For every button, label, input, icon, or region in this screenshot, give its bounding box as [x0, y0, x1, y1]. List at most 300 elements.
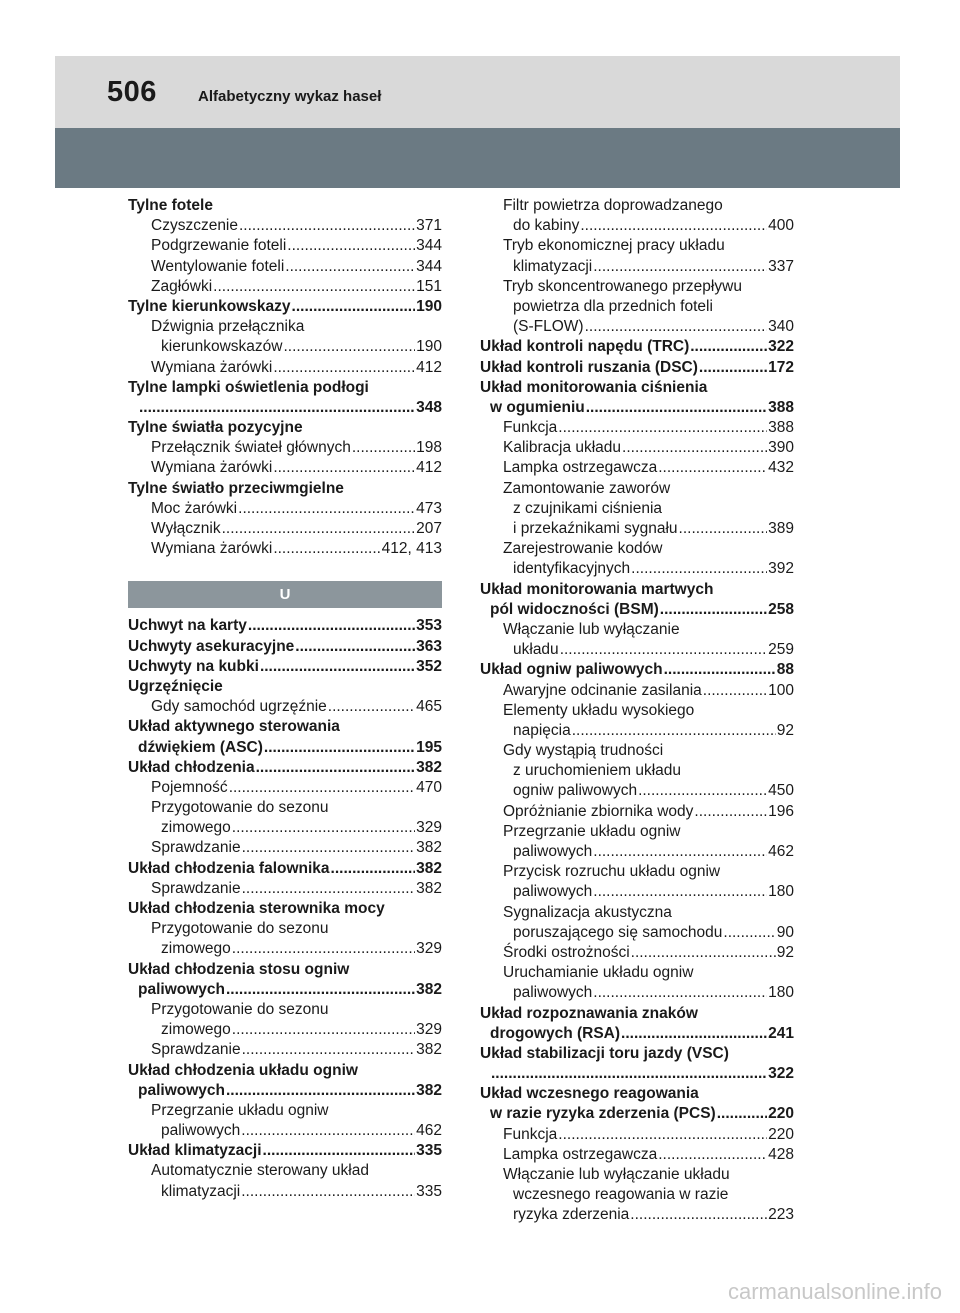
entry-term: w ogumieniu — [490, 398, 585, 416]
index-entry — [480, 842, 794, 862]
entry-page-number: 389 — [768, 520, 794, 537]
dot-leader — [586, 398, 767, 418]
index-entry — [128, 879, 442, 899]
dot-leader — [585, 317, 768, 337]
entry-term: Włączanie lub wyłączanie — [503, 620, 680, 638]
entry-page-number: 322 — [768, 1065, 794, 1083]
index-entry — [480, 681, 794, 701]
index-entry — [480, 822, 794, 842]
entry-page-number: 335 — [416, 1142, 442, 1160]
dot-leader — [328, 697, 415, 717]
dot-leader — [239, 216, 415, 236]
index-entry — [480, 600, 794, 620]
entry-term: pól widoczności (BSM) — [490, 600, 659, 618]
entry-term: zimowego — [161, 819, 231, 837]
dot-leader — [580, 216, 767, 236]
entry-term: Układ kontroli napędu (TRC) — [480, 338, 690, 356]
entry-page-number: 382 — [416, 839, 442, 857]
index-entry — [128, 1020, 442, 1040]
index-entry — [128, 1141, 442, 1161]
entry-term: Wentylowanie foteli — [151, 257, 285, 275]
index-entry — [480, 1125, 794, 1145]
index-entry — [480, 277, 794, 297]
index-entry — [480, 358, 794, 378]
entry-term: paliwowych — [138, 980, 225, 998]
entry-term: Uchwyt na karty — [128, 617, 247, 635]
entry-term: Układ wczesnego reagowania — [480, 1085, 699, 1103]
entry-term: Układ kontroli ruszania (DSC) — [480, 358, 698, 376]
dot-leader — [213, 277, 415, 297]
index-entry — [480, 1145, 794, 1165]
index-entry — [128, 378, 442, 398]
dot-leader — [283, 337, 415, 357]
entry-page-number: 198 — [416, 439, 442, 457]
dot-leader — [664, 660, 776, 680]
dot-leader — [723, 923, 775, 943]
entry-page-number: 353 — [416, 617, 442, 635]
dot-leader — [572, 721, 776, 741]
entry-page-number: 337 — [768, 257, 794, 275]
index-entry — [128, 657, 442, 677]
index-entry — [128, 818, 442, 838]
entry-term: Wymiana żarówki — [151, 358, 273, 376]
entry-page-number: 462 — [768, 843, 794, 860]
entry-term: Układ chłodzenia — [128, 758, 255, 776]
index-entry — [480, 1024, 794, 1044]
entry-term: Lampka ostrzegawcza — [503, 1145, 658, 1163]
entry-term: do kabiny — [513, 217, 580, 235]
entry-term: paliwowych — [513, 883, 593, 901]
index-entry — [128, 1182, 442, 1202]
index-entry — [128, 337, 442, 357]
entry-term: Ugrzęźnięcie — [128, 677, 223, 695]
dot-leader — [658, 1145, 767, 1165]
entry-page-number: 388 — [768, 398, 794, 416]
entry-term: w razie ryzyka zderzenia (PCS) — [490, 1105, 716, 1123]
entry-term: Zarejestrowanie kodów — [503, 540, 663, 558]
entry-page-number: 207 — [416, 520, 442, 537]
index-entry — [128, 697, 442, 717]
entry-term: Tryb ekonomicznej pracy układu — [503, 237, 725, 255]
entry-page-number: 388 — [768, 419, 794, 437]
entry-page-number: 400 — [768, 217, 794, 235]
entry-term: Uchwyty na kubki — [128, 657, 259, 675]
dot-leader — [558, 1125, 767, 1145]
index-entry — [128, 216, 442, 236]
index-entry — [480, 802, 794, 822]
entry-page-number: 259 — [768, 641, 794, 659]
entry-term: Gdy wystąpią trudności — [503, 742, 664, 760]
entry-term: ryzyka zderzenia — [513, 1206, 630, 1224]
entry-page-number: 340 — [768, 318, 794, 336]
index-entry — [480, 1004, 794, 1024]
entry-term: Przycisk rozruchu układu ogniw — [503, 863, 721, 881]
entry-term: Uchwyty asekuracyjne — [128, 637, 295, 655]
entry-page-number: 382 — [416, 1041, 442, 1059]
index-entry — [480, 1104, 794, 1124]
index-entry — [480, 1205, 794, 1225]
dot-leader — [263, 1141, 416, 1161]
index-entry — [480, 257, 794, 277]
index-entry — [128, 980, 442, 1000]
index-entry — [128, 297, 442, 317]
index-entry — [480, 580, 794, 600]
entry-term: Układ stabilizacji toru jazdy (VSC) — [480, 1044, 729, 1062]
entry-term: identyfikacyjnych — [513, 560, 631, 578]
entry-term: paliwowych — [513, 984, 593, 1002]
dot-leader — [593, 257, 767, 277]
entry-term: Przygotowanie do sezonu — [151, 799, 329, 817]
index-entry — [480, 559, 794, 579]
entry-page-number: 470 — [416, 778, 442, 796]
index-entry — [128, 717, 442, 737]
entry-term: Przygotowanie do sezonu — [151, 920, 329, 938]
index-entry — [480, 903, 794, 923]
entry-page-number: 412, 413 — [381, 540, 442, 558]
dot-leader — [232, 818, 415, 838]
dot-leader — [631, 559, 767, 579]
entry-page-number: 180 — [768, 984, 794, 1002]
entry-term: (S-FLOW) — [513, 318, 584, 336]
entry-term: Układ klimatyzacji — [128, 1142, 262, 1160]
index-entry — [480, 1064, 794, 1084]
index-entry — [480, 418, 794, 438]
index-entry — [128, 438, 442, 458]
entry-term: Filtr powietrza doprowadzanego — [503, 197, 723, 214]
entry-term: Funkcja — [503, 1125, 558, 1143]
index-entry — [480, 519, 794, 539]
index-entry — [480, 398, 794, 418]
index-entry — [128, 677, 442, 697]
entry-page-number: 329 — [416, 940, 442, 958]
index-entry — [480, 499, 794, 519]
entry-term: Przegrzanie układu ogniw — [151, 1101, 329, 1119]
index-entry — [480, 701, 794, 721]
index-entry — [128, 738, 442, 758]
index-entry — [128, 519, 442, 539]
entry-page-number: 329 — [416, 1021, 442, 1039]
header-dark-band — [55, 128, 900, 188]
entry-term: Elementy układu wysokiego — [503, 701, 695, 719]
index-entry — [128, 1101, 442, 1121]
entry-term: Zagłówki — [151, 277, 213, 295]
entry-page-number: 329 — [416, 819, 442, 837]
entry-page-number: 390 — [768, 439, 794, 457]
entry-term: Sprawdzanie — [151, 839, 241, 857]
entry-term: Wyłącznik — [151, 520, 221, 537]
index-entry — [128, 196, 442, 216]
entry-term: wczesnego reagowania w razie — [513, 1186, 729, 1204]
entry-page-number: 428 — [768, 1145, 794, 1163]
entry-page-number: 220 — [768, 1125, 794, 1143]
dot-leader — [593, 882, 767, 902]
index-entry — [480, 337, 794, 357]
entry-term: Automatycznie sterowany układ — [151, 1162, 369, 1180]
entry-term: zimowego — [161, 940, 231, 958]
dot-leader — [622, 438, 767, 458]
index-entry — [480, 196, 794, 216]
index-entry — [480, 983, 794, 1003]
entry-page-number: 92 — [776, 943, 794, 961]
dot-leader — [593, 842, 767, 862]
dot-leader — [593, 983, 767, 1003]
dot-leader — [226, 1081, 415, 1101]
index-column-left — [128, 196, 442, 1202]
dot-leader — [631, 943, 776, 963]
entry-page-number: 382 — [416, 879, 442, 897]
dot-leader — [248, 616, 415, 636]
index-entry — [128, 479, 442, 499]
index-entry — [480, 882, 794, 902]
index-entry — [480, 539, 794, 559]
dot-leader — [699, 358, 767, 378]
entry-page-number: 432 — [768, 459, 794, 477]
entry-term: paliwowych — [513, 843, 593, 860]
dot-leader — [331, 859, 416, 879]
entry-term: Tylne fotele — [128, 197, 213, 214]
entry-term: dźwiękiem (ASC) — [138, 738, 263, 756]
entry-page-number: 335 — [416, 1182, 442, 1200]
index-entries-u-continued — [480, 196, 794, 1226]
dot-leader — [242, 838, 416, 858]
entry-page-number: 223 — [768, 1206, 794, 1224]
entry-page-number: 450 — [768, 782, 794, 800]
dot-leader — [295, 637, 415, 657]
dot-leader — [222, 519, 416, 539]
index-entry — [480, 862, 794, 882]
index-column-right — [480, 196, 794, 1226]
dot-leader — [232, 1020, 415, 1040]
index-entry — [128, 798, 442, 818]
index-entry — [480, 640, 794, 660]
dot-leader — [694, 802, 767, 822]
index-entry — [128, 236, 442, 256]
dot-leader — [229, 778, 415, 798]
dot-leader — [242, 879, 416, 899]
entry-page-number: 382 — [416, 758, 442, 776]
entry-term: układu — [513, 641, 559, 659]
dot-leader — [273, 358, 415, 378]
index-entry — [128, 1061, 442, 1081]
dot-leader — [703, 681, 767, 701]
index-entry — [128, 1000, 442, 1020]
entry-page-number: 462 — [416, 1122, 442, 1140]
index-entry — [480, 721, 794, 741]
index-entry — [128, 358, 442, 378]
entry-page-number: 190 — [416, 338, 442, 356]
entry-term: Moc żarówki — [151, 499, 238, 517]
entry-page-number: 371 — [416, 217, 442, 235]
index-entry — [480, 620, 794, 640]
entry-page-number: 382 — [416, 1081, 442, 1099]
index-entry — [128, 616, 442, 636]
index-entry — [480, 1165, 794, 1185]
dot-leader — [292, 297, 416, 317]
entry-term: zimowego — [161, 1021, 231, 1039]
entry-term: Kalibracja układu — [503, 439, 622, 457]
entry-term: Układ chłodzenia falownika — [128, 859, 330, 877]
index-entry — [480, 1044, 794, 1064]
index-entry — [480, 963, 794, 983]
entry-term: Gdy samochód ugrzęźnie — [151, 698, 327, 716]
dot-leader — [621, 1024, 767, 1044]
dot-leader — [638, 781, 767, 801]
page-number: 506 — [107, 76, 157, 108]
entry-term: i przekaźnikami sygnału — [513, 520, 678, 537]
index-entry — [480, 1185, 794, 1205]
index-entry — [128, 539, 442, 559]
entry-term: Tylne lampki oświetlenia podłogi — [128, 378, 369, 396]
dot-leader — [226, 980, 415, 1000]
entry-page-number: 392 — [768, 560, 794, 578]
entry-term: Funkcja — [503, 419, 558, 437]
entry-page-number: 382 — [416, 859, 442, 877]
index-entry — [128, 458, 442, 478]
index-entry — [480, 660, 794, 680]
entry-page-number: 412 — [416, 459, 442, 477]
entry-term: Przegrzanie układu ogniw — [503, 822, 681, 840]
entry-term: Układ rozpoznawania znaków — [480, 1004, 698, 1022]
entry-term: Lampka ostrzegawcza — [503, 459, 658, 477]
index-entry — [128, 257, 442, 277]
dot-leader — [139, 398, 415, 418]
entry-term: Tylne światło przeciwmgielne — [128, 479, 344, 497]
dot-leader — [630, 1205, 767, 1225]
entry-term: Układ aktywnego sterowania — [128, 718, 340, 736]
entry-term: Wymiana żarówki — [151, 540, 273, 558]
entry-page-number: 352 — [416, 657, 442, 675]
entry-term: Sprawdzanie — [151, 879, 241, 897]
entry-term: klimatyzacji — [161, 1182, 241, 1200]
entry-term: klimatyzacji — [513, 257, 593, 275]
dot-leader — [264, 738, 415, 758]
entry-page-number: 196 — [768, 802, 794, 820]
dot-leader — [560, 640, 767, 660]
entry-term: Układ monitorowania ciśnienia — [480, 378, 708, 396]
entry-term: Środki ostrożności — [503, 943, 630, 961]
index-entry — [128, 899, 442, 919]
entry-term: paliwowych — [138, 1081, 225, 1099]
index-entry — [480, 297, 794, 317]
entry-term: Układ chłodzenia sterownika mocy — [128, 900, 385, 917]
index-entry — [128, 277, 442, 297]
index-entry — [128, 317, 442, 337]
dot-leader — [241, 1121, 415, 1141]
dot-leader — [717, 1104, 767, 1124]
entry-term: Czyszczenie — [151, 217, 238, 235]
entry-page-number: 344 — [416, 237, 442, 255]
index-entry — [480, 923, 794, 943]
entry-page-number: 348 — [416, 398, 442, 416]
entry-term: Układ ogniw paliwowych — [480, 661, 663, 679]
index-entry — [128, 919, 442, 939]
index-entry — [128, 939, 442, 959]
entry-term: Układ chłodzenia stosu ogniw — [128, 960, 350, 978]
index-entry — [128, 398, 442, 418]
dot-leader — [241, 1182, 415, 1202]
index-entry — [480, 458, 794, 478]
dot-leader — [242, 1040, 416, 1060]
entry-page-number: 363 — [416, 637, 442, 655]
index-entry — [480, 438, 794, 458]
index-entry — [128, 778, 442, 798]
entry-page-number: 220 — [768, 1105, 794, 1123]
index-entry — [128, 1121, 442, 1141]
entry-page-number: 241 — [768, 1024, 794, 1042]
entry-term: Przełącznik świateł głównych — [151, 439, 351, 457]
entry-term: Uruchamianie układu ogniw — [503, 964, 694, 982]
index-entry — [128, 1040, 442, 1060]
index-entry — [480, 1084, 794, 1104]
index-entry — [128, 859, 442, 879]
entry-term: Dźwignia przełącznika — [151, 318, 305, 336]
entry-page-number: 172 — [768, 358, 794, 376]
entry-page-number: 382 — [416, 980, 442, 998]
dot-leader — [238, 499, 415, 519]
entry-page-number: 180 — [768, 883, 794, 901]
entry-page-number: 258 — [768, 600, 794, 618]
index-entries-u — [128, 616, 442, 1201]
watermark: carmanualsonline.info — [727, 1279, 942, 1304]
entry-term: Tylne kierunkowskazy — [128, 297, 291, 315]
entry-page-number: 473 — [416, 499, 442, 517]
entry-term: Opróżnianie zbiornika wody — [503, 802, 694, 820]
entry-term: Tylne światła pozycyjne — [128, 419, 303, 437]
index-entry — [480, 781, 794, 801]
entry-term: z uruchomieniem układu — [513, 762, 682, 780]
dot-leader — [273, 458, 415, 478]
entry-term: Tryb skoncentrowanego przepływu — [503, 277, 742, 295]
dot-leader — [273, 539, 380, 559]
entry-page-number: 92 — [776, 721, 794, 739]
index-entry — [480, 216, 794, 236]
entry-term: Sygnalizacja akustyczna — [503, 903, 672, 921]
entry-page-number: 100 — [768, 681, 794, 699]
index-entry — [128, 418, 442, 438]
dot-leader — [679, 519, 768, 539]
entry-term: Układ monitorowania martwych — [480, 580, 714, 598]
dot-leader — [256, 758, 416, 778]
entry-page-number: 90 — [776, 923, 794, 941]
entry-term: z czujnikami ciśnienia — [513, 499, 663, 517]
entry-term: Sprawdzanie — [151, 1041, 241, 1059]
entry-term: kierunkowskazów — [161, 338, 283, 356]
entry-term: powietrza dla przednich foteli — [513, 297, 713, 315]
entry-term: Układ chłodzenia układu ogniw — [128, 1061, 358, 1079]
entry-page-number: 412 — [416, 358, 442, 376]
header-band — [55, 56, 900, 128]
entry-page-number: 190 — [416, 297, 442, 315]
dot-leader — [260, 657, 415, 677]
index-entry — [128, 758, 442, 778]
entry-term: Awaryjne odcinanie zasilania — [503, 681, 702, 699]
entry-term: Pojemność — [151, 778, 228, 796]
entry-page-number: 151 — [416, 277, 442, 295]
page-title: Alfabetyczny wykaz haseł — [198, 88, 382, 105]
index-entry — [480, 741, 794, 761]
entry-term: Przygotowanie do sezonu — [151, 1000, 329, 1018]
index-entry — [480, 236, 794, 256]
entry-term: Podgrzewanie foteli — [151, 237, 287, 255]
dot-leader — [232, 939, 415, 959]
dot-leader — [491, 1064, 767, 1084]
dot-leader — [690, 337, 767, 357]
index-entry — [128, 960, 442, 980]
entry-page-number: 322 — [768, 338, 794, 356]
entry-page-number: 344 — [416, 257, 442, 275]
index-entry — [480, 317, 794, 337]
entry-term: poruszającego się samochodu — [513, 923, 723, 941]
